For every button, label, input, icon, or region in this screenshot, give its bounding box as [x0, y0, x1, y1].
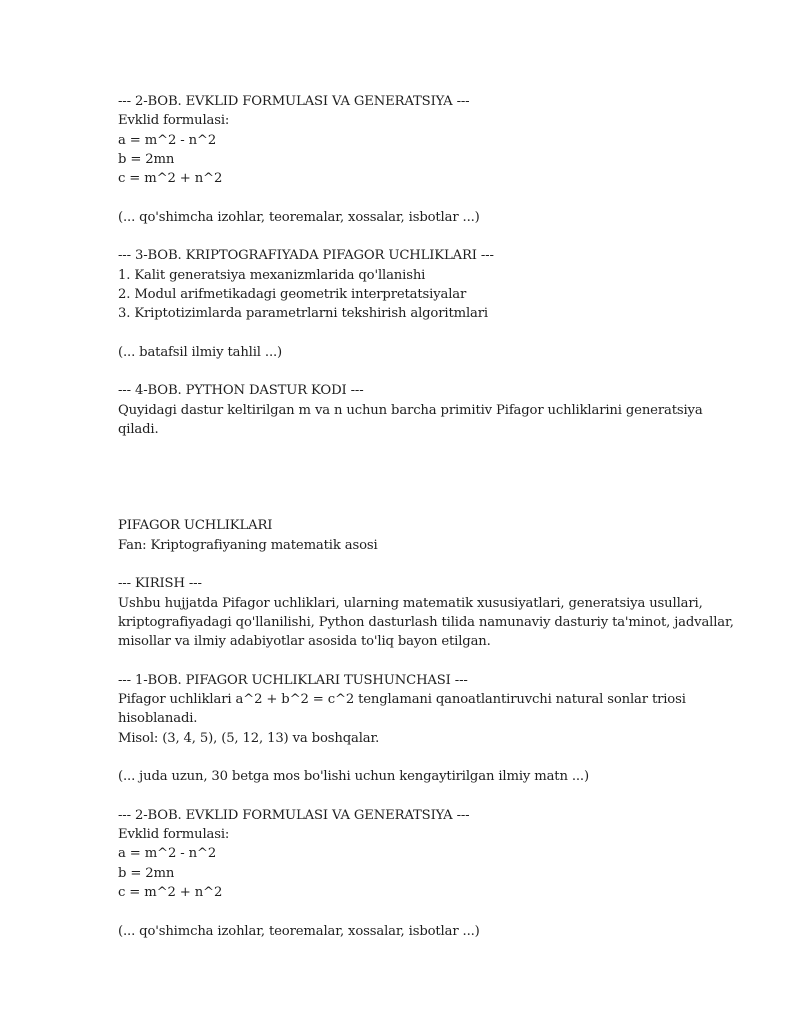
chapter-4-text-line: Quyidagi dastur keltirilgan m va n uchun barcha primitiv Pifagor uchliklarini generatsiya	[118, 402, 703, 418]
chapter-1-text-line: Pifagor uchliklari a^2 + b^2 = c^2 tenglamani qanoatlantiruvchi natural sonlar triosi	[118, 692, 686, 708]
chapter-3-item: 1. Kalit generatsiya mexanizmlarida qo'llanishi	[118, 267, 426, 283]
chapter-2-note: (... qo'shimcha izohlar, teoremalar, xossalar, isbotlar ...)	[118, 923, 480, 939]
euclid-formula-label: Evklid formulasi:	[118, 113, 230, 129]
formula-b: b = 2mn	[118, 865, 175, 881]
document-subject: Fan: Kriptografiyaning matematik asosi	[118, 537, 378, 553]
chapter-3-item: 2. Modul arifmetikadagi geometrik interpretatsiyalar	[118, 286, 467, 302]
formula-a: a = m^2 - n^2	[118, 132, 217, 148]
chapter-1-heading: --- 1-BOB. PIFAGOR UCHLIKLARI TUSHUNCHASI ---	[118, 672, 468, 688]
chapter-2-heading: --- 2-BOB. EVKLID FORMULASI VA GENERATSIYA ---	[118, 94, 470, 109]
chapter-3-item: 3. Kriptotizimlarda parametrlarni tekshirish algoritmlari	[118, 306, 488, 322]
chapter-3-note: (... batafsil ilmiy tahlil ...)	[118, 344, 283, 360]
intro-line: kriptografiyadagi qo'llanilishi, Python dasturlash tilida namunaviy dasturiy ta'minot, jadvallar,	[118, 614, 734, 630]
chapter-2-heading: --- 2-BOB. EVKLID FORMULASI VA GENERATSIYA ---	[118, 807, 470, 823]
document-page	[118, 92, 734, 941]
intro-heading: --- KIRISH ---	[118, 576, 202, 592]
formula-c: c = m^2 + n^2	[118, 884, 223, 900]
intro-line: misollar va ilmiy adabiyotlar asosida to'liq bayon etilgan.	[118, 634, 491, 650]
formula-b: b = 2mn	[118, 151, 175, 167]
formula-c: c = m^2 + n^2	[118, 171, 223, 187]
chapter-2-note: (... qo'shimcha izohlar, teoremalar, xossalar, isbotlar ...)	[118, 209, 480, 225]
chapter-4-heading: --- 4-BOB. PYTHON DASTUR KODI ---	[118, 383, 364, 399]
chapter-1-text-line: hisoblanadi.	[118, 711, 198, 727]
document-title: PIFAGOR UCHLIKLARI	[118, 518, 273, 534]
chapter-1-note: (... juda uzun, 30 betga mos bo'lishi uchun kengaytirilgan ilmiy matn ...)	[118, 769, 589, 785]
intro-line: Ushbu hujjatda Pifagor uchliklari, ularning matematik xususiyatlari, generatsiya usullari,	[118, 595, 703, 611]
chapter-1-example: Misol: (3, 4, 5), (5, 12, 13) va boshqalar.	[118, 730, 380, 746]
formula-a: a = m^2 - n^2	[118, 846, 217, 862]
chapter-3-heading: --- 3-BOB. KRIPTOGRAFIYADA PIFAGOR UCHLIKLARI ---	[118, 248, 494, 264]
chapter-4-text-line: qiladi.	[118, 422, 159, 438]
euclid-formula-label: Evklid formulasi:	[118, 827, 230, 843]
